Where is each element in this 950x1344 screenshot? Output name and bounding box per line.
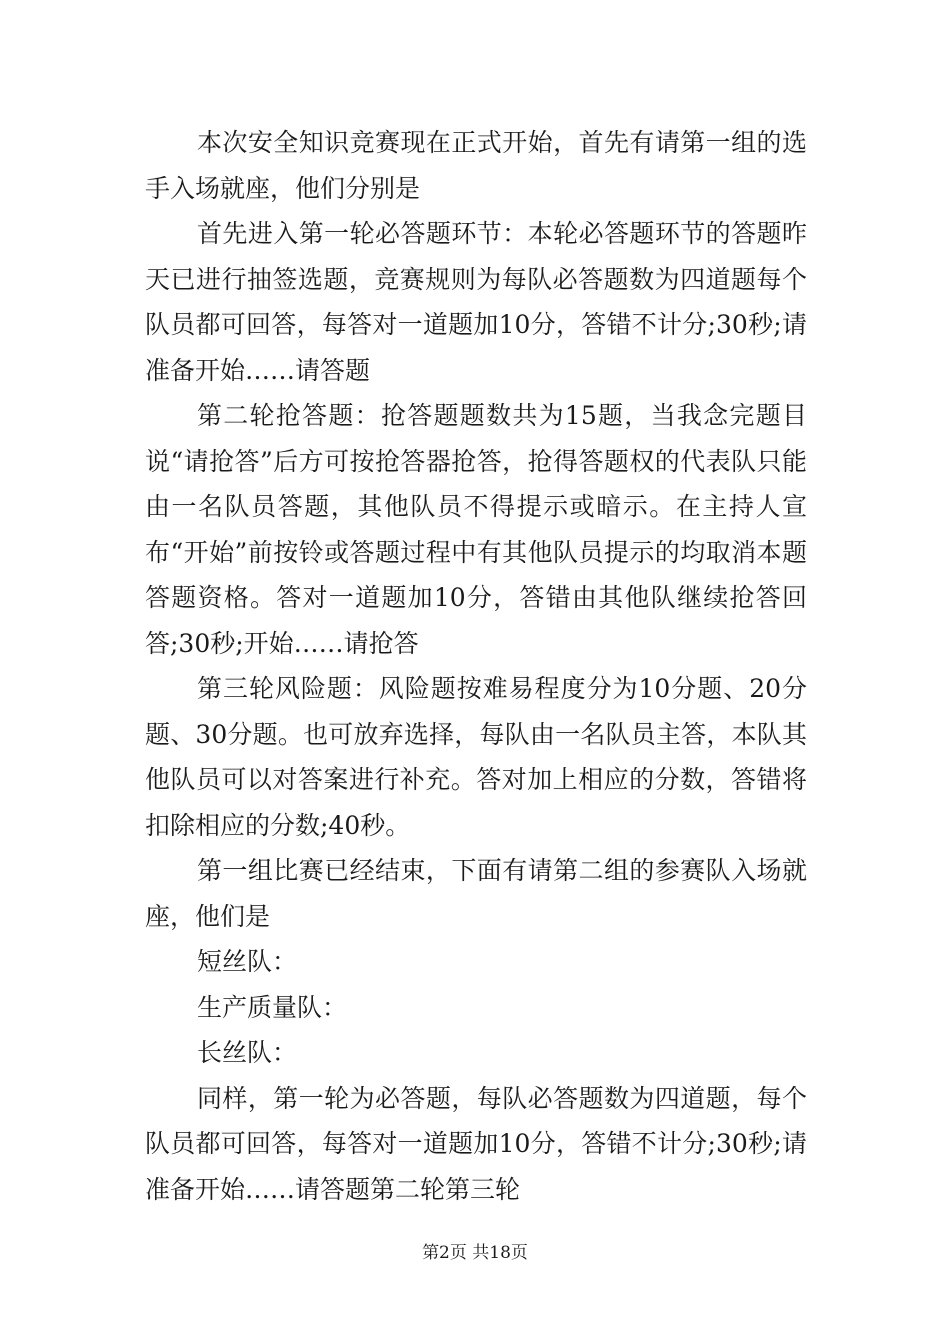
paragraph-team-long-fiber: 长丝队： [197,1038,298,1067]
paragraph-opening: 本次安全知识竞赛现在正式开始，首先有请第一组的选手入场就座，他们分别是 [145,128,807,203]
paragraph-group-two-intro: 第一组比赛已经结束，下面有请第二组的参赛队入场就座，他们是 [145,856,807,931]
paragraph-round-three: 第三轮风险题：风险题按难易程度分为10分题、20分题、30分题。也可放弃选择，每队由一名队员主答，本队其他队员可以对答案进行补充。答对加上相应的分数，答错将扣除相应的分数;40秒。 [145,674,807,840]
document-body [145,120,807,1212]
paragraph-round-one: 首先进入第一轮必答题环节：本轮必答题环节的答题昨天已进行抽签选题，竞赛规则为每队必答题数为四道题每个队员都可回答，每答对一道题加10分，答错不计分;30秒;请准备开始……请答题 [145,219,807,385]
paragraph-team-short-fiber: 短丝队： [197,947,298,976]
paragraph-team-production-quality: 生产质量队： [197,992,348,1022]
paragraph-group-two-rules: 同样，第一轮为必答题，每队必答题数为四道题，每个队员都可回答，每答对一道题加10分，答错不计分;30秒;请准备开始……请答题第二轮第三轮 [145,1083,807,1204]
page-number-footer: 第2页 共18页 [422,1243,528,1263]
paragraph-round-two: 第二轮抢答题：抢答题题数共为15题，当我念完题目说“请抢答”后方可按抢答器抢答，抢得答题权的代表队只能由一名队员答题，其他队员不得提示或暗示。在主持人宣布“开始”前按铃或答题过程中有其他队员提示的均取消本题答题资格。答对一道题加10分，答错由其他队继续抢答回答;30秒;开始……请抢答 [145,401,807,658]
